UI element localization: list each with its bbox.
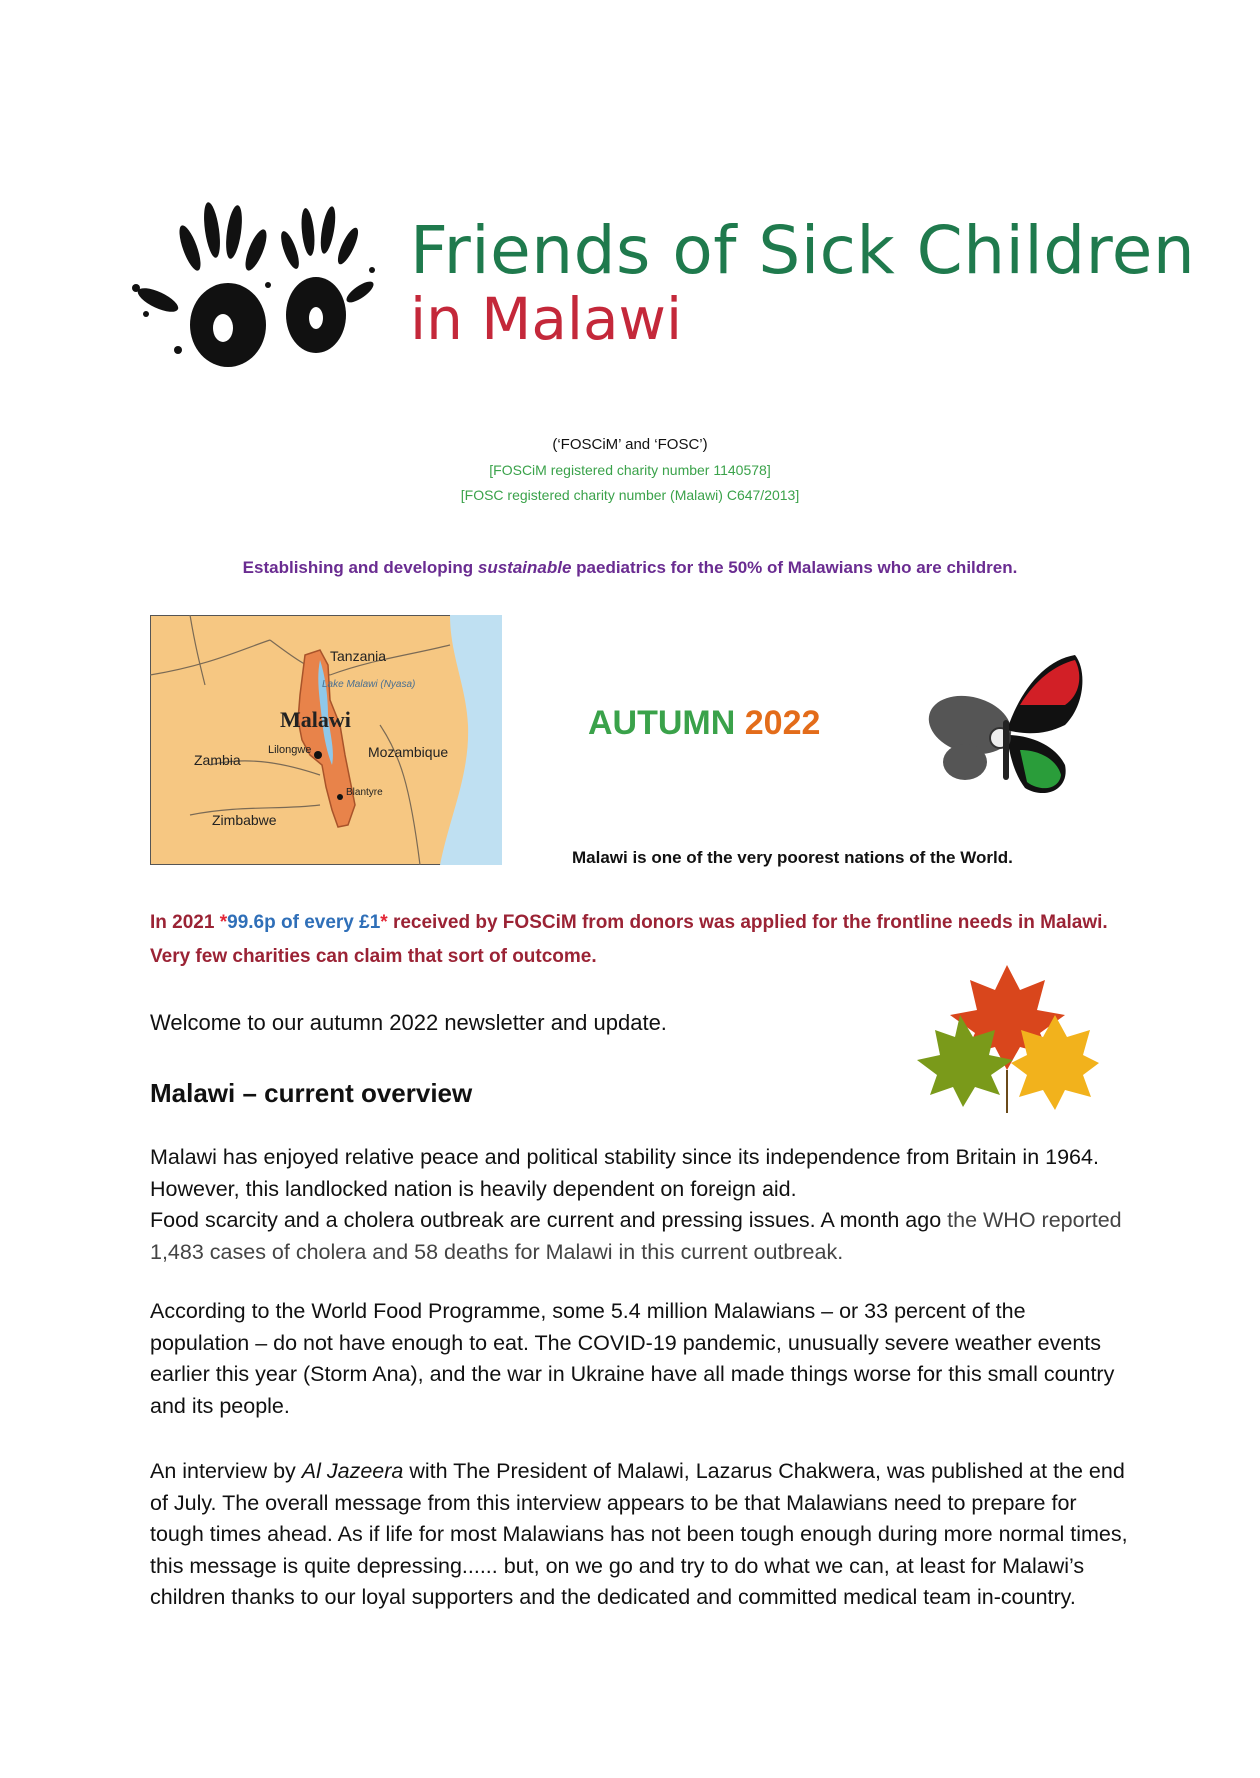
stat-text-2: received by FOSCiM from donors was applied for the frontline needs in Malawi. Very few charities can claim that sort of outcome. xyxy=(150,912,1108,967)
section-heading-overview: Malawi – current overview xyxy=(150,1078,473,1108)
registration-number-uk: [FOSCiM registered charity number 1140578] xyxy=(489,462,771,478)
butterfly-icon xyxy=(925,650,1090,810)
org-name-line-2: in Malawi xyxy=(410,285,683,353)
newsletter-season xyxy=(588,704,820,743)
malawi-map xyxy=(150,615,502,865)
p3-text-b: with The President of Malawi, Lazarus Chakwera, was published at the end of July. The overall message from this interview appears to be that Malawians need to prepare for tough times ahead. As if life for most Malawians has not been tough enough during more normal times, this message is quite depressing...... but, on we go and try to do what we can, at least for Malawi’s children thanks to our loyal supporters and the dedicated and committed medical team in-country. xyxy=(150,1459,1128,1609)
map-label-malawi: Malawi xyxy=(280,707,351,732)
stat-amount: 99.6p of every £1 xyxy=(227,912,381,933)
map-label-blantyre: Blantyre xyxy=(346,787,383,798)
p1-text-c: the WHO reported 1,483 cases of cholera and 58 deaths for Malawi in this current outbreak. xyxy=(150,1208,1122,1264)
overview-paragraph-3 xyxy=(150,1456,1130,1614)
map-label-lake: Lake Malawi (Nyasa) xyxy=(322,679,416,690)
stat-text-1: In 2021 xyxy=(150,912,220,933)
p1-text-a: Malawi has enjoyed relative peace and political stability since its independence from Britain in 1964. However, this landlocked nation is heavily dependent on foreign aid. xyxy=(150,1145,1099,1201)
mission-emphasis: sustainable xyxy=(477,558,572,577)
p1-text-b: Food scarcity and a cholera outbreak are current and pressing issues. A month ago xyxy=(150,1208,948,1232)
mission-text-after: paediatrics for the 50% of Malawians who are children. xyxy=(571,558,1018,577)
welcome-line: Welcome to our autumn 2022 newsletter and update. xyxy=(150,1010,667,1035)
map-label-zambia: Zambia xyxy=(194,752,241,768)
overview-paragraph-1 xyxy=(150,1142,1130,1268)
stat-asterisk-1: * xyxy=(219,912,228,933)
p3-source: Al Jazeera xyxy=(301,1459,404,1483)
map-label-lilongwe: Lilongwe xyxy=(268,744,312,756)
poverty-note: Malawi is one of the very poorest nations of the World. xyxy=(572,848,1013,867)
season-word: AUTUMN xyxy=(588,704,736,742)
mission-statement xyxy=(0,558,1260,578)
org-name-line-1: Friends of Sick Children xyxy=(410,212,1196,289)
season-year: 2022 xyxy=(744,704,821,742)
registration-number-malawi: [FOSC registered charity number (Malawi) C647/2013] xyxy=(460,487,800,503)
stat-asterisk-2: * xyxy=(380,912,388,933)
map-label-mozambique: Mozambique xyxy=(368,744,449,760)
autumn-leaves-icon xyxy=(915,955,1100,1115)
handprints-logo-icon xyxy=(128,200,378,375)
overview-paragraph-2: According to the World Food Programme, some 5.4 million Malawians – or 33 percent of the population – do not have enough to eat. The COVID-19 pandemic, unusually severe weather events earlier this year (Storm Ana), and the war in Ukraine have all made things worse for this small country and its people. xyxy=(150,1299,1115,1418)
mission-text-before: Establishing and developing xyxy=(242,558,478,577)
map-label-tanzania: Tanzania xyxy=(330,648,387,664)
map-label-zimbabwe: Zimbabwe xyxy=(212,812,277,828)
org-abbreviations: (‘FOSCiM’ and ‘FOSC’) xyxy=(552,436,708,453)
p3-text-a: An interview by xyxy=(150,1459,302,1483)
